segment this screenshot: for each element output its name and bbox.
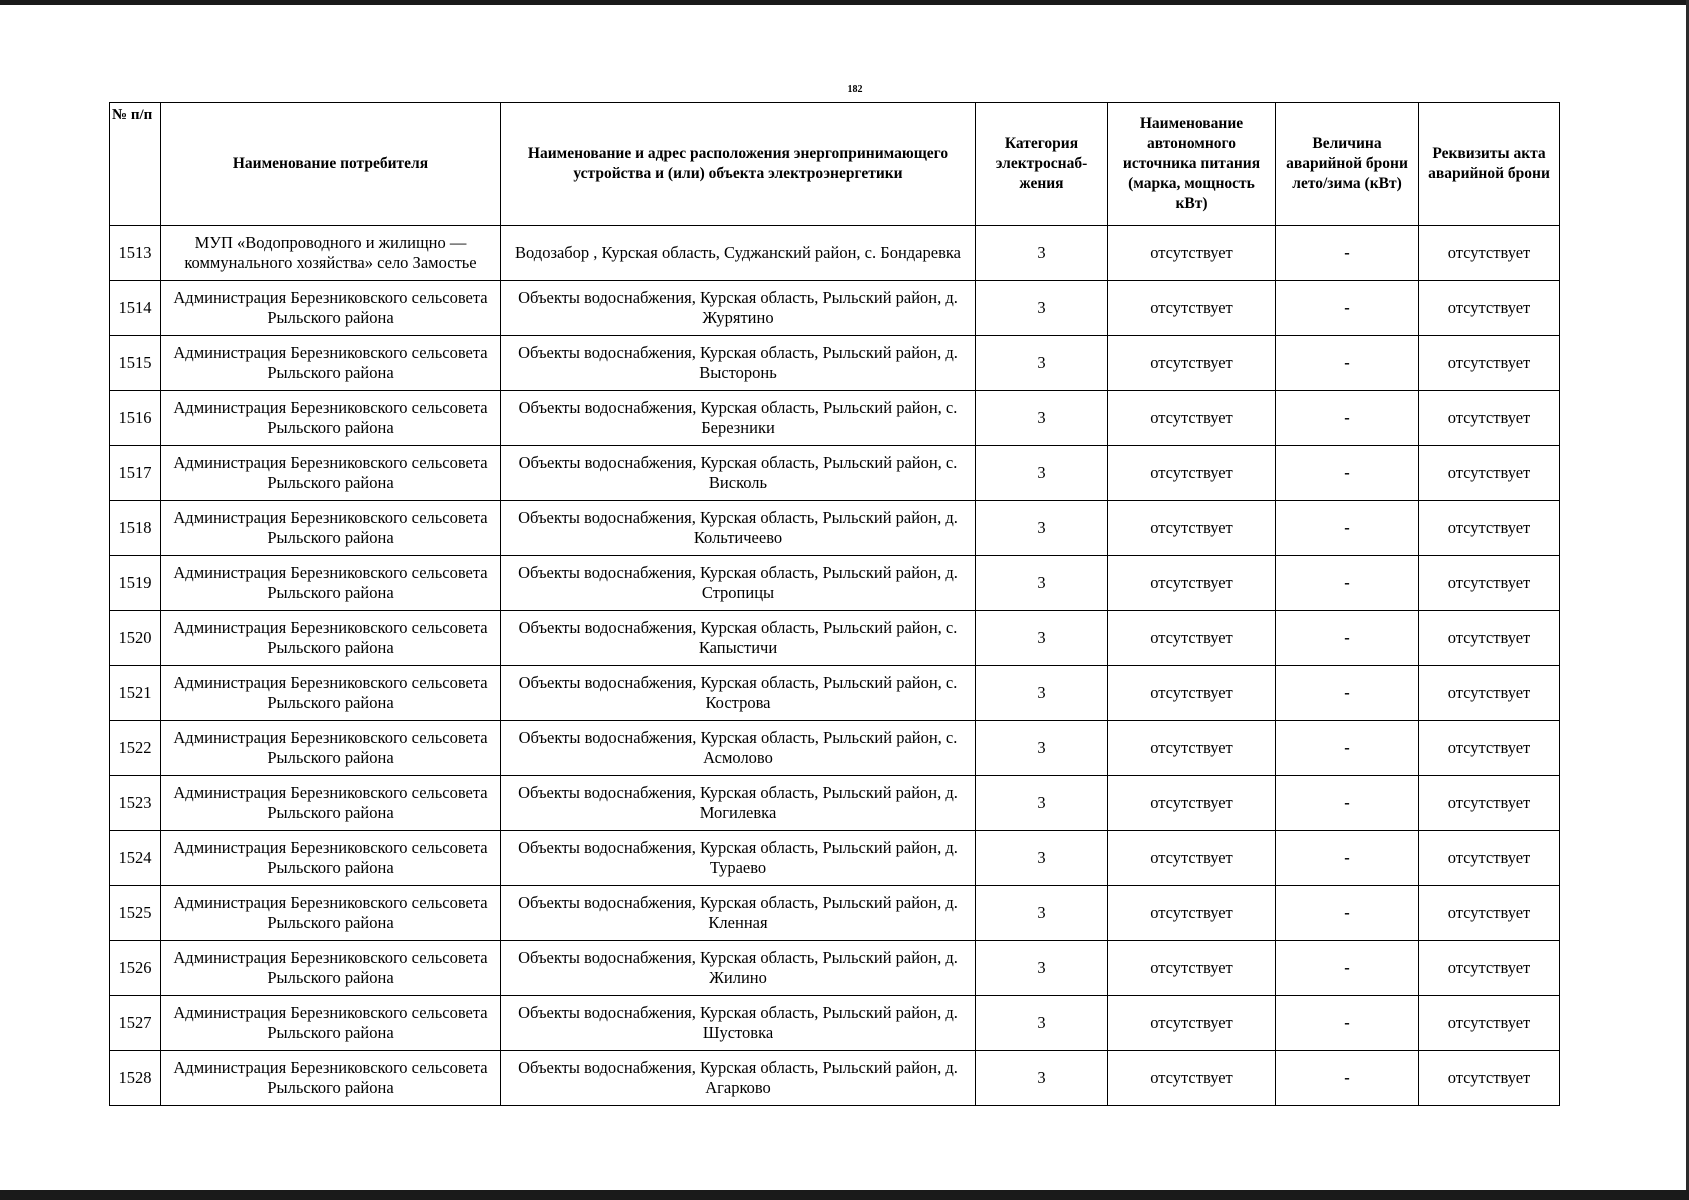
cell-category: 3	[976, 226, 1108, 281]
cell-category: 3	[976, 556, 1108, 611]
cell-num: 1522	[110, 721, 161, 776]
cell-num: 1527	[110, 996, 161, 1051]
cell-num: 1525	[110, 886, 161, 941]
cell-act: отсутствует	[1419, 941, 1560, 996]
cell-reserve: -	[1276, 226, 1419, 281]
cell-act: отсутствует	[1419, 556, 1560, 611]
table-row	[110, 721, 1560, 776]
cell-object: Объекты водоснабжения, Курская область, Рыльский район, д. Кленная	[501, 886, 976, 941]
cell-object: Объекты водоснабжения, Курская область, Рыльский район, д. Журятино	[501, 281, 976, 336]
cell-category: 3	[976, 886, 1108, 941]
cell-num: 1526	[110, 941, 161, 996]
cell-reserve: -	[1276, 281, 1419, 336]
table-header-row	[110, 103, 1560, 226]
scan-border-bottom	[0, 1190, 1689, 1200]
cell-source: отсутствует	[1108, 666, 1276, 721]
cell-source: отсутствует	[1108, 336, 1276, 391]
table-row	[110, 1051, 1560, 1106]
cell-source: отсутствует	[1108, 611, 1276, 666]
cell-act: отсутствует	[1419, 281, 1560, 336]
cell-source: отсутствует	[1108, 776, 1276, 831]
cell-object: Объекты водоснабжения, Курская область, Рыльский район, д. Шустовка	[501, 996, 976, 1051]
cell-act: отсутствует	[1419, 501, 1560, 556]
cell-object: Объекты водоснабжения, Курская область, Рыльский район, д. Тураево	[501, 831, 976, 886]
table-row	[110, 336, 1560, 391]
cell-act: отсутствует	[1419, 611, 1560, 666]
cell-act: отсутствует	[1419, 446, 1560, 501]
cell-source: отсутствует	[1108, 831, 1276, 886]
cell-reserve: -	[1276, 886, 1419, 941]
table-row	[110, 281, 1560, 336]
cell-consumer: Администрация Березниковского сельсовета Рыльского района	[161, 501, 501, 556]
cell-num: 1513	[110, 226, 161, 281]
cell-consumer: Администрация Березниковского сельсовета Рыльского района	[161, 996, 501, 1051]
cell-consumer: Администрация Березниковского сельсовета Рыльского района	[161, 611, 501, 666]
cell-reserve: -	[1276, 721, 1419, 776]
header-num: № п/п	[110, 103, 161, 226]
cell-act: отсутствует	[1419, 776, 1560, 831]
cell-category: 3	[976, 391, 1108, 446]
cell-reserve: -	[1276, 611, 1419, 666]
cell-consumer: Администрация Березниковского сельсовета Рыльского района	[161, 721, 501, 776]
cell-num: 1521	[110, 666, 161, 721]
cell-category: 3	[976, 721, 1108, 776]
cell-category: 3	[976, 501, 1108, 556]
cell-act: отсутствует	[1419, 666, 1560, 721]
cell-category: 3	[976, 996, 1108, 1051]
cell-act: отсутствует	[1419, 721, 1560, 776]
table-row	[110, 831, 1560, 886]
cell-consumer: Администрация Березниковского сельсовета Рыльского района	[161, 391, 501, 446]
cell-category: 3	[976, 281, 1108, 336]
table-row	[110, 226, 1560, 281]
cell-consumer: Администрация Березниковского сельсовета Рыльского района	[161, 886, 501, 941]
cell-consumer: Администрация Березниковского сельсовета Рыльского района	[161, 776, 501, 831]
cell-object: Объекты водоснабжения, Курская область, Рыльский район, с. Асмолово	[501, 721, 976, 776]
cell-source: отсутствует	[1108, 446, 1276, 501]
cell-num: 1517	[110, 446, 161, 501]
cell-object: Объекты водоснабжения, Курская область, Рыльский район, с. Березники	[501, 391, 976, 446]
cell-source: отсутствует	[1108, 281, 1276, 336]
cell-reserve: -	[1276, 1051, 1419, 1106]
header-source: Наименование автономного источника питания (марка, мощность кВт)	[1108, 103, 1276, 226]
cell-category: 3	[976, 1051, 1108, 1106]
cell-act: отсутствует	[1419, 831, 1560, 886]
table-row	[110, 996, 1560, 1051]
cell-category: 3	[976, 941, 1108, 996]
cell-object: Объекты водоснабжения, Курская область, Рыльский район, д. Агарково	[501, 1051, 976, 1106]
cell-reserve: -	[1276, 446, 1419, 501]
cell-consumer: Администрация Березниковского сельсовета Рыльского района	[161, 446, 501, 501]
cell-num: 1518	[110, 501, 161, 556]
cell-category: 3	[976, 336, 1108, 391]
cell-reserve: -	[1276, 501, 1419, 556]
cell-object: Объекты водоснабжения, Курская область, Рыльский район, д. Кольтичеево	[501, 501, 976, 556]
table-row	[110, 611, 1560, 666]
cell-reserve: -	[1276, 391, 1419, 446]
table-row	[110, 666, 1560, 721]
table-row	[110, 886, 1560, 941]
table-row	[110, 556, 1560, 611]
header-consumer: Наименование потребителя	[161, 103, 501, 226]
cell-num: 1520	[110, 611, 161, 666]
cell-object: Объекты водоснабжения, Курская область, Рыльский район, д. Жилино	[501, 941, 976, 996]
table-row	[110, 776, 1560, 831]
cell-category: 3	[976, 831, 1108, 886]
cell-reserve: -	[1276, 556, 1419, 611]
cell-category: 3	[976, 611, 1108, 666]
cell-reserve: -	[1276, 776, 1419, 831]
cell-source: отсутствует	[1108, 1051, 1276, 1106]
cell-num: 1528	[110, 1051, 161, 1106]
registry-table	[109, 102, 1560, 1106]
cell-source: отсутствует	[1108, 941, 1276, 996]
cell-consumer: Администрация Березниковского сельсовета Рыльского района	[161, 941, 501, 996]
cell-source: отсутствует	[1108, 501, 1276, 556]
cell-act: отсутствует	[1419, 226, 1560, 281]
cell-object: Объекты водоснабжения, Курская область, Рыльский район, д. Высторонь	[501, 336, 976, 391]
cell-object: Объекты водоснабжения, Курская область, Рыльский район, д. Стропицы	[501, 556, 976, 611]
cell-num: 1514	[110, 281, 161, 336]
cell-num: 1524	[110, 831, 161, 886]
cell-act: отсутствует	[1419, 996, 1560, 1051]
cell-reserve: -	[1276, 666, 1419, 721]
cell-consumer: Администрация Березниковского сельсовета Рыльского района	[161, 336, 501, 391]
cell-source: отсутствует	[1108, 226, 1276, 281]
header-category: Категория электроснаб-жения	[976, 103, 1108, 226]
cell-act: отсутствует	[1419, 336, 1560, 391]
cell-consumer: Администрация Березниковского сельсовета Рыльского района	[161, 281, 501, 336]
table-row	[110, 501, 1560, 556]
cell-object: Объекты водоснабжения, Курская область, Рыльский район, с. Висколь	[501, 446, 976, 501]
cell-source: отсутствует	[1108, 996, 1276, 1051]
cell-num: 1515	[110, 336, 161, 391]
cell-num: 1519	[110, 556, 161, 611]
cell-consumer: Администрация Березниковского сельсовета Рыльского района	[161, 666, 501, 721]
table-row	[110, 446, 1560, 501]
cell-act: отсутствует	[1419, 1051, 1560, 1106]
cell-object: Водозабор , Курская область, Суджанский район, с. Бондаревка	[501, 226, 976, 281]
cell-source: отсутствует	[1108, 721, 1276, 776]
header-act: Реквизиты акта аварийной брони	[1419, 103, 1560, 226]
cell-category: 3	[976, 666, 1108, 721]
header-object: Наименование и адрес расположения энергопринимающего устройства и (или) объекта электроэнергетики	[501, 103, 976, 226]
cell-object: Объекты водоснабжения, Курская область, Рыльский район, д. Могилевка	[501, 776, 976, 831]
cell-category: 3	[976, 446, 1108, 501]
cell-object: Объекты водоснабжения, Курская область, Рыльский район, с. Капыстичи	[501, 611, 976, 666]
cell-source: отсутствует	[1108, 556, 1276, 611]
cell-num: 1516	[110, 391, 161, 446]
cell-num: 1523	[110, 776, 161, 831]
cell-act: отсутствует	[1419, 391, 1560, 446]
cell-object: Объекты водоснабжения, Курская область, Рыльский район, с. Кострова	[501, 666, 976, 721]
scan-border-top	[0, 0, 1689, 5]
cell-category: 3	[976, 776, 1108, 831]
table-row	[110, 941, 1560, 996]
cell-reserve: -	[1276, 941, 1419, 996]
cell-consumer: МУП «Водопроводного и жилищно — коммунального хозяйства» село Замостье	[161, 226, 501, 281]
table-row	[110, 391, 1560, 446]
cell-reserve: -	[1276, 336, 1419, 391]
cell-consumer: Администрация Березниковского сельсовета Рыльского района	[161, 1051, 501, 1106]
cell-act: отсутствует	[1419, 886, 1560, 941]
page-number: 182	[847, 84, 863, 95]
header-reserve: Величина аварийной брони лето/зима (кВт)	[1276, 103, 1419, 226]
cell-source: отсутствует	[1108, 391, 1276, 446]
cell-reserve: -	[1276, 831, 1419, 886]
cell-consumer: Администрация Березниковского сельсовета Рыльского района	[161, 556, 501, 611]
cell-source: отсутствует	[1108, 886, 1276, 941]
cell-consumer: Администрация Березниковского сельсовета Рыльского района	[161, 831, 501, 886]
cell-reserve: -	[1276, 996, 1419, 1051]
